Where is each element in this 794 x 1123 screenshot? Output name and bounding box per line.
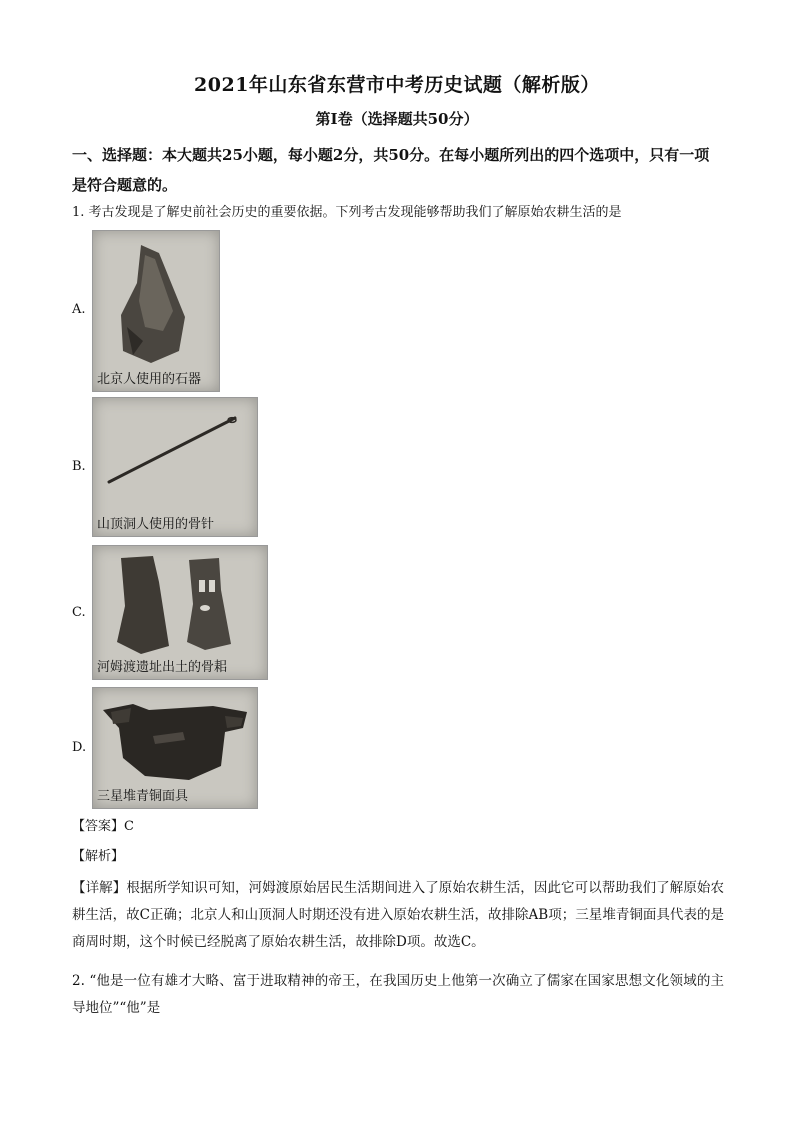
option-a-caption: 北京人使用的石器	[97, 372, 202, 387]
option-a-letter: A.	[72, 302, 86, 317]
option-c-letter: C.	[72, 605, 86, 620]
option-c-image	[92, 545, 268, 680]
section-subtitle: 第Ⅰ卷（选择题共50分）	[315, 110, 479, 128]
answer-label: 【答案】	[72, 819, 125, 834]
analysis-label: 【解析】	[72, 849, 125, 864]
option-d-caption: 三星堆青铜面具	[97, 789, 189, 804]
answer-value: C	[124, 819, 134, 834]
option-c-caption: 河姆渡遗址出土的骨耜	[97, 660, 228, 675]
question-1-stem: 1. 考古发现是了解史前社会历史的重要依据。下列考古发现能够帮助我们了解原始农耕生活的是	[72, 205, 622, 220]
option-d-image	[92, 687, 258, 809]
option-b-letter: B.	[72, 459, 86, 474]
section-instruction: 一、选择题：本大题共25小题，每小题2分，共50分。在每小题所列出的四个选项中，只有一项是符合题意的。	[72, 146, 710, 194]
page-title: 2021年山东省东营市中考历史试题（解析版）	[194, 74, 600, 96]
analysis-detail: 【详解】根据所学知识可知，河姆渡原始居民生活期间进入了原始农耕生活，因此它可以帮助我们了解原始农耕生活，故C正确；北京人和山顶洞人时期还没有进入原始农耕生活，故排除AB项；三星堆青铜面具代表的是商周时期，这个时候已经脱离了原始农耕生活，故排除D项。故选C。	[72, 880, 724, 950]
option-a-image	[92, 230, 220, 392]
question-2-stem: 2. “他是一位有雄才大略、富于进取精神的帝王，在我国历史上他第一次确立了儒家在国家思想文化领域的主导地位”“他”是	[72, 973, 724, 1016]
option-b-caption: 山顶洞人使用的骨针	[97, 517, 215, 532]
stone-tool-illustration	[93, 231, 219, 391]
option-b-image	[92, 397, 258, 537]
option-d-letter: D.	[72, 740, 87, 755]
